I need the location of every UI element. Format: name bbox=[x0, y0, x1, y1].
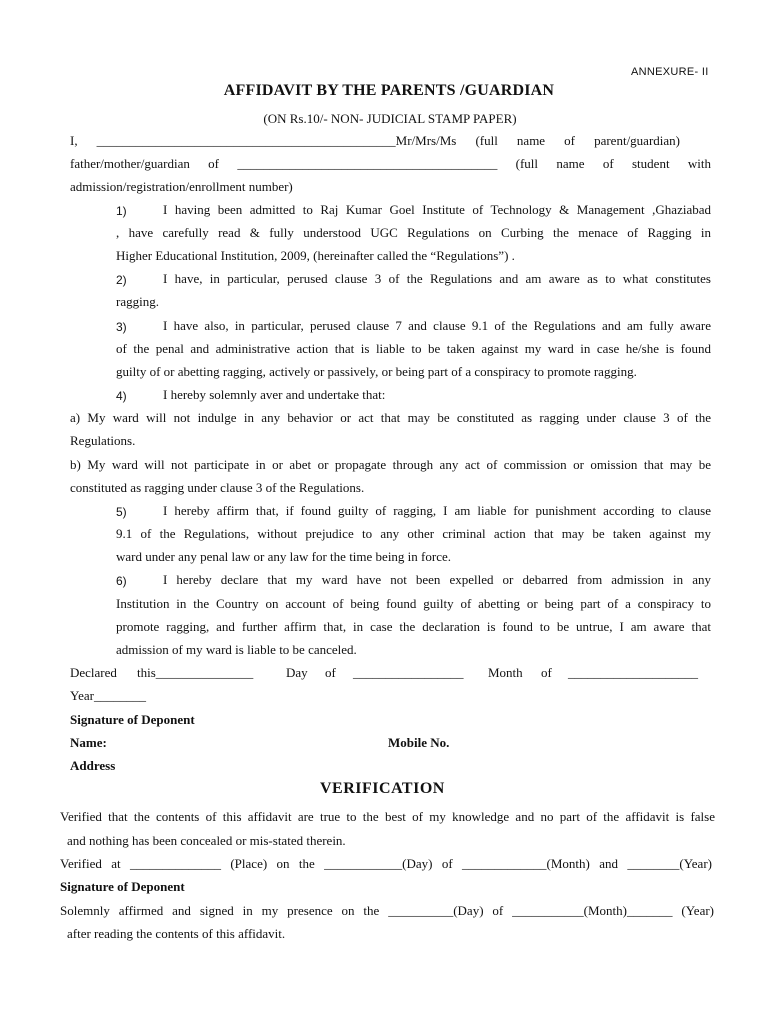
verification-line-4: Solemnly affirmed and signed in my presence on the __________(Day) of ___________(Month)_______ (Year) bbox=[60, 903, 714, 918]
item-2-line-1: I have, in particular, perused clause 3 of the Regulations and am aware as to what constitutes bbox=[163, 271, 711, 286]
item-number-4: 4) bbox=[116, 389, 127, 403]
verification-signature-label: Signature of Deponent bbox=[60, 879, 185, 894]
declared-year-blank: ____________________ bbox=[568, 665, 698, 680]
item-6-line-4: admission of my ward is liable to be canceled. bbox=[116, 642, 357, 657]
verification-line-2: and nothing has been concealed or mis-stated therein. bbox=[67, 833, 346, 848]
declared-day: Day bbox=[286, 665, 308, 680]
item-6-line-1: I hereby declare that my ward have not been expelled or debarred from admission in any bbox=[163, 572, 711, 587]
declared-this-blank: this_______________ bbox=[137, 665, 254, 680]
item-6-line-3: promote ragging, and further affirm that, in case the declaration is found to be untrue, I am aware that bbox=[116, 619, 711, 634]
item-3-line-2: of the penal and administrative action that is liable to be taken against my ward in case he/she is found bbox=[116, 341, 711, 356]
verification-title: VERIFICATION bbox=[320, 780, 445, 797]
document-subtitle: (ON Rs.10/- NON- JUDICIAL STAMP PAPER) bbox=[263, 111, 517, 126]
item-number-5: 5) bbox=[116, 505, 127, 519]
verification-line-3: Verified at ______________ (Place) on the ____________(Day) of _____________(Month) and ________(Year) bbox=[60, 856, 712, 871]
item-1-line-1: I having been admitted to Raj Kumar Goel Institute of Technology & Management ,Ghaziabad bbox=[163, 202, 711, 217]
annexure-label: ANNEXURE- II bbox=[631, 66, 709, 78]
item-5-line-2: 9.1 of the Regulations, without prejudice to any other criminal action that may be taken against my bbox=[116, 526, 711, 541]
intro-line-3: admission/registration/enrollment number) bbox=[70, 179, 293, 194]
item-number-6: 6) bbox=[116, 574, 127, 588]
mobile-label: Mobile No. bbox=[388, 735, 450, 750]
item-5-line-1: I hereby affirm that, if found guilty of ragging, I am liable for punishment according to clause bbox=[163, 503, 711, 518]
item-3-line-1: I have also, in particular, perused clause 7 and clause 9.1 of the Regulations and am fully aware bbox=[163, 318, 711, 333]
intro-line-1: I, ______________________________________________Mr/Mrs/Ms (full name of parent/guardian) bbox=[70, 133, 680, 148]
item-1-line-2: , have carefully read & fully understood UGC Regulations on Curbing the menace of Ragging in bbox=[116, 225, 711, 240]
declared-month-blank: _________________ bbox=[353, 665, 464, 680]
declared-word: Declared bbox=[70, 665, 117, 680]
undertaking-a-line-1: a) My ward will not indulge in any behavior or act that may be constituted as ragging under clause 3 of the bbox=[70, 410, 711, 425]
item-number-2: 2) bbox=[116, 273, 127, 287]
item-1-line-3: Higher Educational Institution, 2009, (hereinafter called the “Regulations”) . bbox=[116, 248, 515, 263]
document-title: AFFIDAVIT BY THE PARENTS /GUARDIAN bbox=[223, 82, 555, 99]
signature-of-deponent-label: Signature of Deponent bbox=[70, 712, 195, 727]
item-number-1: 1) bbox=[116, 204, 127, 218]
item-6-line-2: Institution in the Country on account of being found guilty of abetting or being part of a conspiracy to bbox=[116, 596, 711, 611]
declared-month: Month bbox=[488, 665, 523, 680]
declared-year: Year________ bbox=[70, 688, 146, 703]
name-label: Name: bbox=[70, 735, 107, 750]
verification-line-1: Verified that the contents of this affidavit are true to the best of my knowledge and no part of the affidavit is false bbox=[60, 809, 715, 824]
item-2-line-2: ragging. bbox=[116, 294, 159, 309]
undertaking-b-line-1: b) My ward will not participate in or abet or propagate through any act of commission or omission that may be bbox=[70, 457, 711, 472]
declared-of-2: of bbox=[541, 665, 552, 680]
intro-line-2: father/mother/guardian of ________________________________________ (full name of student with bbox=[70, 156, 711, 171]
undertaking-b-line-2: constituted as ragging under clause 3 of the Regulations. bbox=[70, 480, 365, 495]
item-5-line-3: ward under any penal law or any law for the time being in force. bbox=[116, 549, 451, 564]
item-4-line-1: I hereby solemnly aver and undertake that: bbox=[163, 387, 386, 402]
address-label: Address bbox=[70, 758, 116, 773]
undertaking-a-line-2: Regulations. bbox=[70, 433, 136, 448]
item-3-line-3: guilty of or abetting ragging, actively or passively, or being part of a conspiracy to promote ragging. bbox=[116, 364, 637, 379]
declared-of-1: of bbox=[325, 665, 336, 680]
verification-line-5: after reading the contents of this affidavit. bbox=[67, 926, 286, 941]
item-number-3: 3) bbox=[116, 320, 127, 334]
